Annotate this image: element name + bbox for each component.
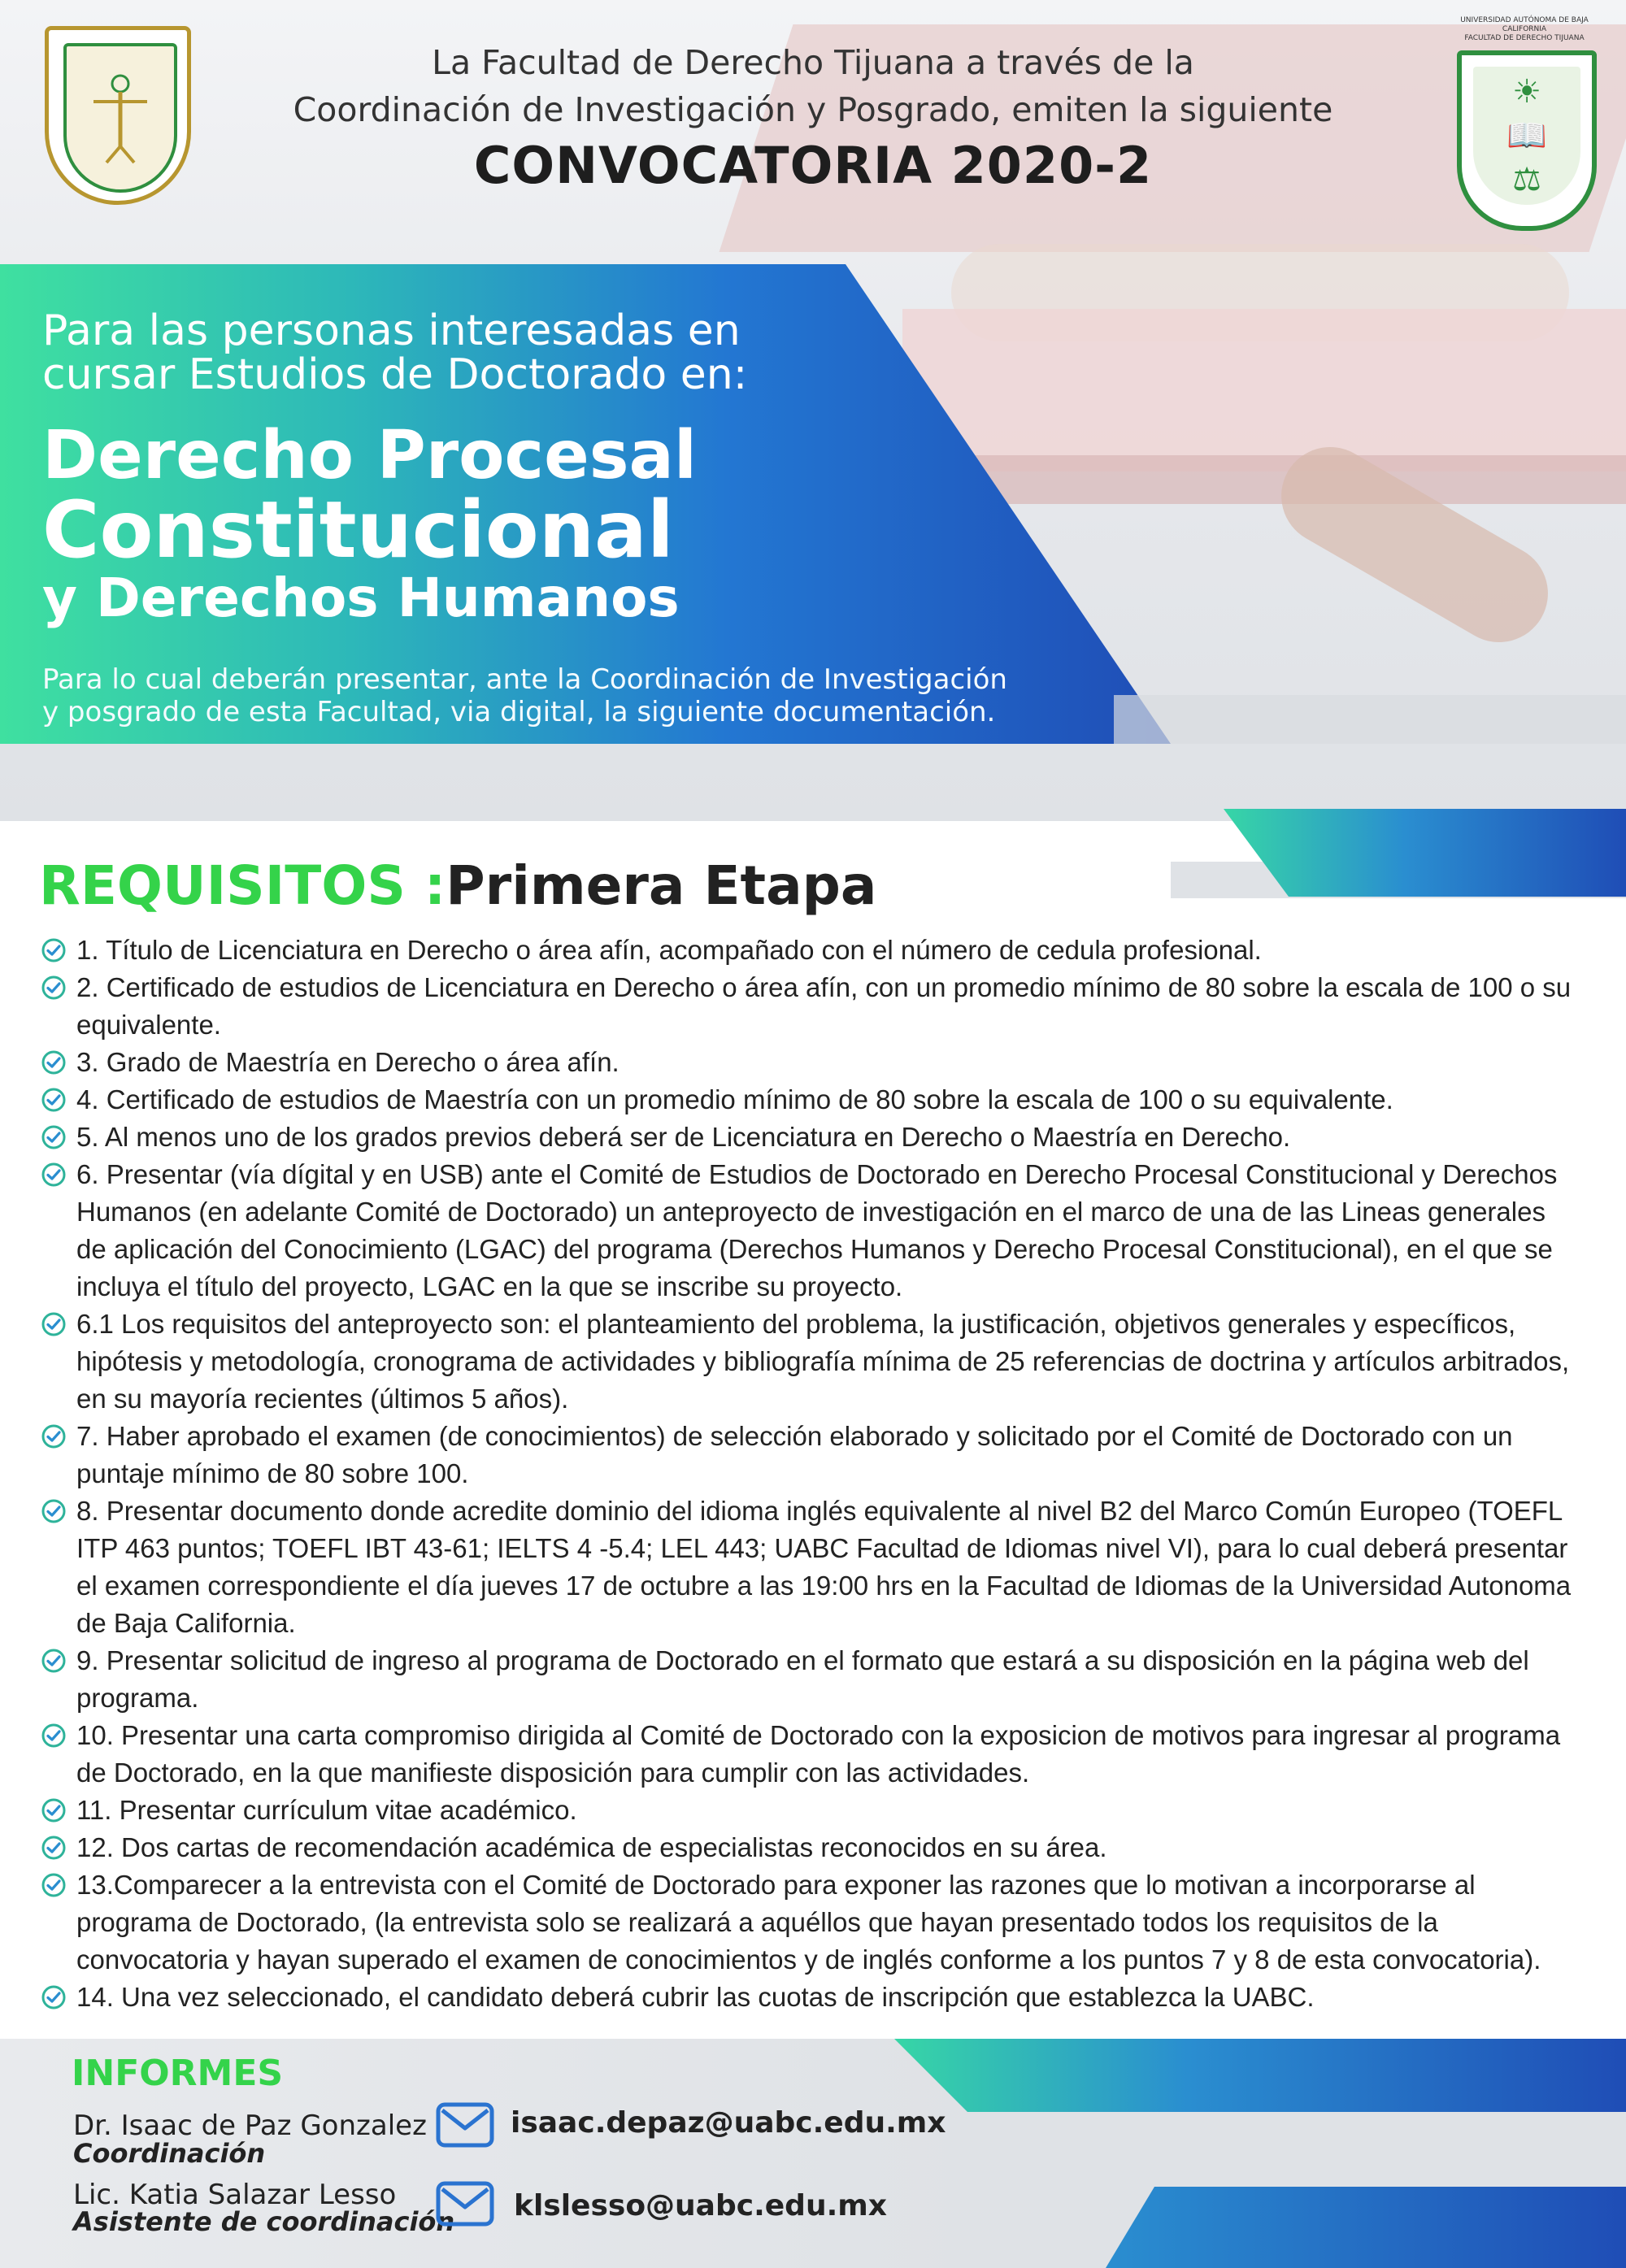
header-line: Coordinación de Investigación y Posgrado, emiten la siguiente xyxy=(293,90,1333,129)
check-circle-icon xyxy=(41,1081,72,1119)
list-item xyxy=(41,1717,1577,1792)
banner-intro xyxy=(42,306,1099,399)
page-title: CONVOCATORIA 2020-2 xyxy=(473,136,1153,195)
check-circle-icon xyxy=(41,1984,67,2010)
list-item xyxy=(41,969,1577,1044)
list-item-text: 2. Certificado de estudios de Licenciatura en Derecho o área afín, con un promedio mínimo de 80 sobre la escala de 100 o su equivalente. xyxy=(76,972,1572,1040)
check-circle-icon xyxy=(41,1642,72,1679)
header-line: La Facultad de Derecho Tijuana a través de la xyxy=(432,43,1194,82)
documentation-note-line: Para lo cual deberán presentar, ante la Coordinación de Investigación xyxy=(42,663,1007,696)
list-item xyxy=(41,932,1577,969)
check-circle-icon xyxy=(41,1979,72,2016)
list-item-text: 8. Presentar documento donde acredite dominio del idioma inglés equivalente al nivel B2 del Marco Común Europeo (TOEFL ITP 463 puntos; TOEFL IBT 43-61; IELTS 4 -5.4; LEL 443; UABC Facultad de Idiomas nivel VI), para lo cual deberá presentar el examen correspondiente el día jueves 17 de octubre a las 19:00 hrs en la Facultad de Idiomas de la Universidad Autonoma de Baja California. xyxy=(76,1496,1572,1638)
list-item xyxy=(41,1792,1577,1829)
check-circle-icon xyxy=(41,1829,72,1866)
list-item-text: 6.1 Los requisitos del anteproyecto son: el planteamiento del problema, la justificación, objetivos generales y específicos, hipótesis y metodología, cronograma de actividades y bibliografía mínima de 25 referencias de doctrina y artículos arbitrados, en su mayoría recientes (últimos 5 años). xyxy=(76,1309,1570,1414)
decorative-stripe xyxy=(1106,2187,1626,2268)
book-icon: 📖 xyxy=(1506,118,1547,154)
check-circle-icon xyxy=(41,1717,72,1754)
list-item xyxy=(41,1156,1577,1306)
contact-name: Lic. Katia Salazar Lesso xyxy=(73,2179,397,2211)
list-item-text: 3. Grado de Maestría en Derecho o área afín. xyxy=(76,1047,620,1077)
list-item-text: 5. Al menos uno de los grados previos deberá ser de Licenciatura en Derecho o Maestría en Derecho. xyxy=(76,1122,1291,1152)
email-link[interactable]: isaac.depaz@uabc.edu.mx xyxy=(511,2106,946,2140)
check-circle-icon xyxy=(41,1418,72,1455)
check-circle-icon xyxy=(41,1156,72,1193)
sun-icon: ☀ xyxy=(1512,74,1541,110)
header xyxy=(195,39,1431,198)
email-link[interactable]: klslesso@uabc.edu.mx xyxy=(514,2189,887,2222)
decorative-stripe xyxy=(1224,809,1626,897)
list-item xyxy=(41,1492,1577,1642)
requirements-heading xyxy=(39,854,876,919)
list-item-text: 12. Dos cartas de recomendación académica de especialistas reconocidos en su área. xyxy=(76,1832,1107,1862)
contact-name: Dr. Isaac de Paz Gonzalez xyxy=(73,2109,427,2142)
check-circle-icon xyxy=(41,1119,72,1156)
banner-text xyxy=(42,306,1099,728)
list-item xyxy=(41,1829,1577,1866)
program-name-line: Derecho Procesal xyxy=(42,417,697,494)
list-item-text: 11. Presentar currículum vitae académico. xyxy=(76,1795,577,1825)
check-circle-icon xyxy=(41,1648,67,1674)
check-circle-icon xyxy=(41,1124,67,1150)
requirements-list xyxy=(41,932,1577,2016)
decorative-stripe xyxy=(894,2039,1626,2112)
list-item-text: 4. Certificado de estudios de Maestría con un promedio mínimo de 80 sobre la escala de 100 o su equivalente. xyxy=(76,1084,1393,1114)
check-circle-icon xyxy=(41,1087,67,1113)
check-circle-icon xyxy=(41,1162,67,1188)
logo-caption-line: UNIVERSIDAD AUTÓNOMA DE BAJA CALIFORNIA xyxy=(1460,16,1589,33)
facultad-logo xyxy=(1439,16,1610,236)
list-item-text: 13.Comparecer a la entrevista con el Comité de Doctorado para exponer las razones que lo motivan a incorporarse al programa de Doctorado, (la entrevista solo se realizará a aquéllos que hayan presentado todos los requisitos de la convocatoria y hayan superado el examen de conocimientos y de inglés conforme a los puntos 7 y 8 de esta convocatoria). xyxy=(76,1870,1541,1975)
shield-field xyxy=(1473,67,1580,205)
list-item xyxy=(41,1044,1577,1081)
documentation-note xyxy=(42,663,1099,728)
check-circle-icon xyxy=(41,1792,72,1829)
check-circle-icon xyxy=(41,1723,67,1749)
program-name-line: y Derechos Humanos xyxy=(42,567,680,629)
check-circle-icon xyxy=(41,1872,67,1898)
check-circle-icon xyxy=(41,937,67,963)
contact-role: Coordinación xyxy=(73,2138,266,2169)
check-circle-icon xyxy=(41,1866,72,1904)
list-item xyxy=(41,1866,1577,1979)
check-circle-icon xyxy=(41,1423,67,1449)
list-item-text: 1. Título de Licenciatura en Derecho o área afín, acompañado con el número de cedula profesional. xyxy=(76,935,1262,965)
banner-intro-line: Para las personas interesadas en xyxy=(42,306,741,355)
check-circle-icon xyxy=(41,1044,72,1081)
check-circle-icon xyxy=(41,969,72,1006)
envelope-icon xyxy=(436,2102,494,2148)
list-item xyxy=(41,1979,1577,2016)
list-item-text: 6. Presentar (vía dígital y en USB) ante el Comité de Estudios de Doctorado en Derecho Procesal Constitucional y Derechos Humanos (en adelante Comité de Doctorado) un anteproyecto de investigación en el marco de una de las Lineas generales de aplicación del Conocimiento (LGAC) del programa (Derechos Humanos y Derecho Procesal Constitucional), en el que se incluya el título del proyecto, LGAC en la que se inscribe su proyecto. xyxy=(76,1159,1558,1301)
program-name-line: Constitucional xyxy=(42,484,674,576)
list-item-text: 14. Una vez seleccionado, el candidato deberá cubrir las cuotas de inscripción que establezca la UABC. xyxy=(76,1982,1315,2012)
list-item-text: 10. Presentar una carta compromiso dirigida al Comité de Doctorado con la exposicion de motivos para ingresar al programa de Doctorado, en la que manifieste disposición para cumplir con las actividades. xyxy=(76,1720,1561,1788)
documentation-note-line: y posgrado de esta Facultad, via digital, la siguiente documentación. xyxy=(42,696,996,728)
list-item xyxy=(41,1306,1577,1418)
check-circle-icon xyxy=(41,1492,72,1530)
logo-caption xyxy=(1439,16,1610,43)
list-item-text: 9. Presentar solicitud de ingreso al programa de Doctorado en el formato que estará a su disposición en la página web del programa. xyxy=(76,1645,1529,1713)
decorative-stripe xyxy=(1114,695,1626,744)
list-item xyxy=(41,1081,1577,1119)
check-circle-icon xyxy=(41,975,67,1001)
banner-intro-line: cursar Estudios de Doctorado en: xyxy=(42,350,748,399)
check-circle-icon xyxy=(41,1835,67,1861)
facultad-derecho-shield-icon xyxy=(1457,50,1597,231)
footer-title: INFORMES xyxy=(72,2053,284,2094)
check-circle-icon xyxy=(41,1311,67,1337)
check-circle-icon xyxy=(41,932,72,969)
contact-role: Asistente de coordinación xyxy=(73,2206,455,2237)
envelope-icon xyxy=(436,2181,494,2227)
list-item xyxy=(41,1119,1577,1156)
seal-inner xyxy=(63,43,177,193)
list-item xyxy=(41,1642,1577,1717)
list-item xyxy=(41,1418,1577,1492)
check-circle-icon xyxy=(41,1049,67,1075)
logo-caption-line: FACULTAD DE DERECHO TIJUANA xyxy=(1464,34,1585,42)
scales-icon: ⚖ xyxy=(1512,162,1541,198)
check-circle-icon xyxy=(41,1797,67,1823)
seal-figure-icon xyxy=(84,69,157,167)
requirements-heading-label: REQUISITOS : xyxy=(39,854,446,917)
list-item-text: 7. Haber aprobado el examen (de conocimientos) de selección elaborado y solicitado por el Comité de Doctorado con un puntaje mínimo de 80 sobre 100. xyxy=(76,1421,1513,1488)
uabc-seal-icon xyxy=(45,26,191,205)
requirements-heading-stage: Primera Etapa xyxy=(446,854,877,917)
check-circle-icon xyxy=(41,1498,67,1524)
check-circle-icon xyxy=(41,1306,72,1343)
